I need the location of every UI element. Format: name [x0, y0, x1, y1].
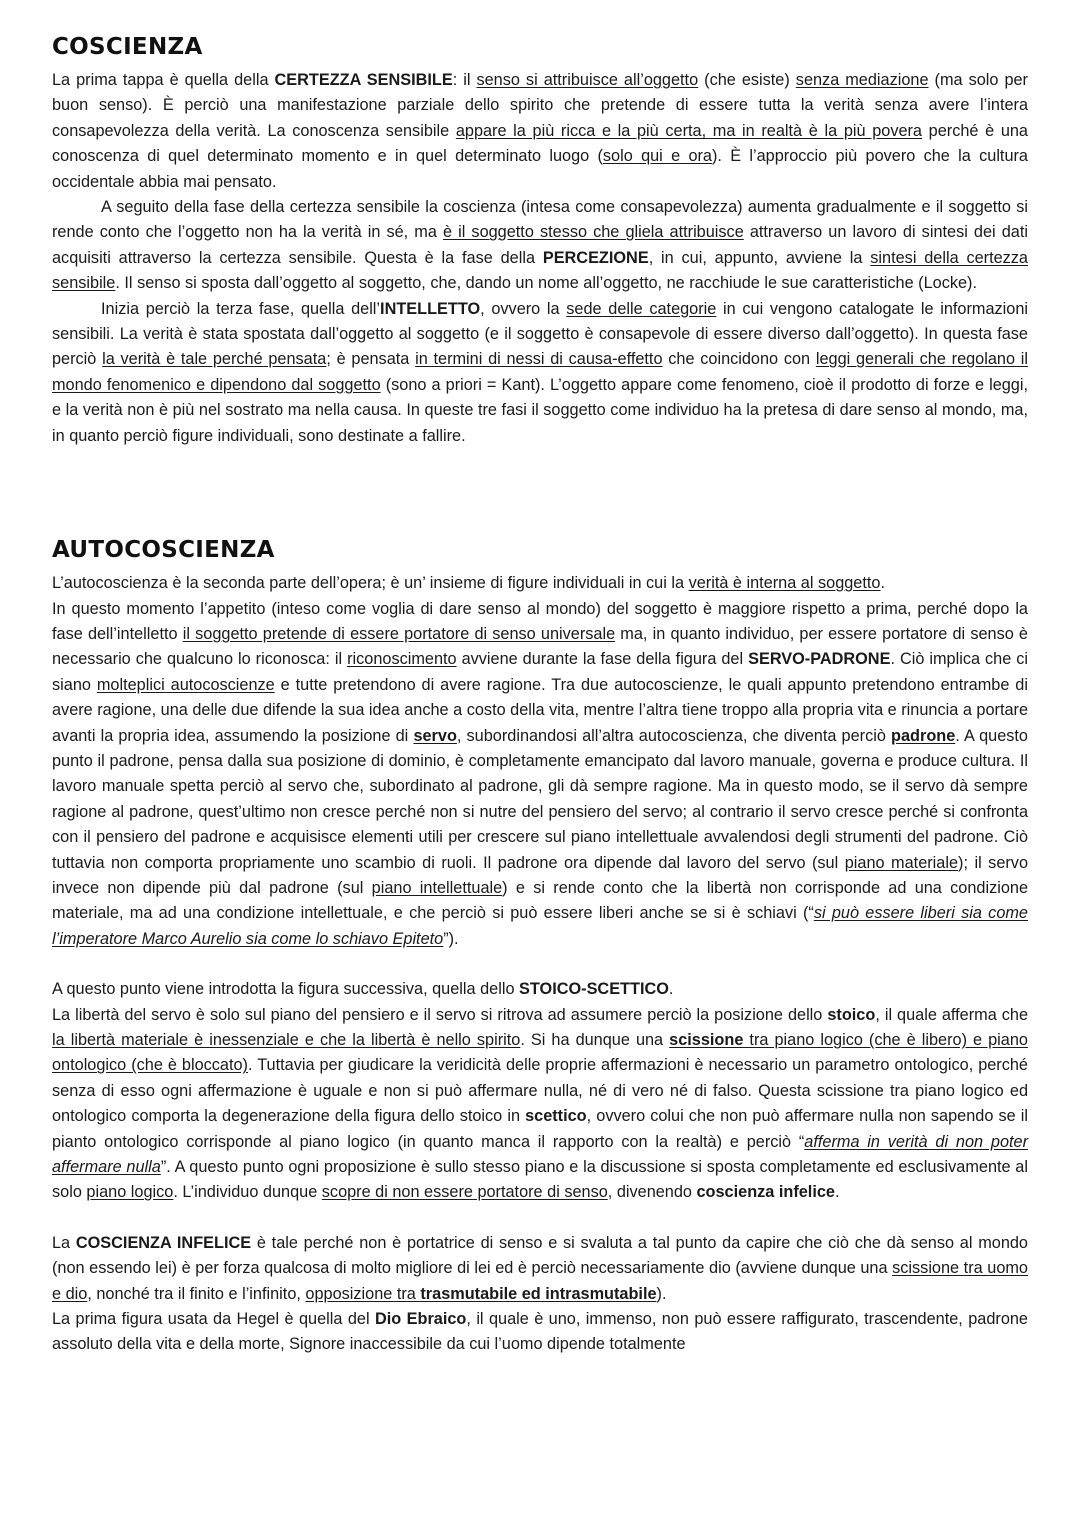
text: ); il servo invece non dipende più dal padrone (sul [52, 853, 1029, 897]
bold-term: INTELLETTO [380, 299, 481, 318]
text: , nonché tra il finito e l’infinito, [87, 1284, 306, 1303]
bold-term: STOICO-SCETTICO [519, 980, 669, 999]
text: In questo momento l’appetito (inteso come voglia di dare senso al mondo) del soggetto è maggiore rispetto a prima, perché dopo la fase dell’intelletto [52, 599, 1028, 643]
text: . Ciò implica che ci siano [52, 650, 1028, 694]
underlined-text: opposizione tra [305, 1284, 421, 1303]
text: che coincidono con [662, 350, 816, 369]
text: è tale perché non è portatrice di senso e si svaluta a tal punto da capire che ciò che dà senso al mondo (non essendo lei) è per forza qualcosa di molto migliore di lei ed è perciò necessariamente dio (avviene dunque una [52, 1233, 1028, 1278]
bold-term: CERTEZZA SENSIBILE [274, 71, 453, 89]
text: ). È l’approccio più povero che la cultura occidentale abbia mai pensato. [52, 147, 1028, 191]
section-title-coscienza: COSCIENZA [52, 34, 203, 60]
bold-term: SERVO-PADRONE [748, 650, 891, 669]
bold-term: Dio Ebraico [375, 1310, 467, 1329]
underlined-text: leggi generali che regolano il mondo fenomenico e dipendono dal soggetto [52, 350, 1028, 394]
text: . [880, 574, 885, 593]
bold-term: coscienza infelice [696, 1183, 835, 1202]
underlined-text: è il soggetto stesso che gliela attribuisce [442, 223, 744, 242]
underlined-text: piano materiale [844, 853, 959, 872]
text: (che esiste) [698, 71, 796, 89]
text: La [52, 1233, 76, 1252]
text: ). [656, 1284, 667, 1303]
text: , subordinandosi all’altra autocoscienza, che diventa perciò [456, 726, 892, 745]
text: . [834, 1183, 840, 1202]
text: (sono a priori = Kant). L’oggetto appare come fenomeno, cioè il prodotto di forze e leggi, e la verità non è più nel sostrato ma nella causa. In queste tre fasi il soggetto come individuo ha la pretesa di dare senso al mondo, ma, in quanto perciò figure individuali, sono destinate a fallire. [52, 375, 1028, 445]
italic-quote: afferma in verità di non poter affermare nulla [52, 1132, 1029, 1177]
text: . Il senso si sposta dall’oggetto al soggetto, che, dando un nome all’oggetto, ne racchiude le sue caratteristiche (Locke). [115, 274, 977, 293]
underlined-text: senza mediazione [795, 71, 929, 89]
paragraph-servo-padrone [52, 571, 1028, 952]
italic-quote: si può essere liberi sia come l’imperatore Marco Aurelio sia come lo schiavo Epiteto [52, 904, 1028, 948]
paragraph-spacer [52, 1206, 1028, 1231]
underlined-text: sintesi della certezza sensibile [52, 248, 1028, 293]
underlined-text: verità è interna al soggetto [688, 574, 881, 593]
paragraph-percezione [52, 195, 1028, 297]
bold-term: PERCEZIONE [542, 248, 649, 267]
bold-underlined-term: servo [413, 726, 457, 745]
underlined-text: solo qui e ora [602, 147, 712, 166]
text: ; è pensata [326, 350, 416, 369]
bold-term: scettico [525, 1107, 587, 1126]
text: A questo punto viene introdotta la figura successiva, quella dello [52, 980, 520, 999]
paragraph-stoico-scettico [52, 977, 1028, 1206]
text: . Tuttavia per giudicare la veridicità delle proprie affermazioni è necessario un parametro ontologico, perché senza di esso ogni affermazione è uguale e non si può affermare nulla, né di vero né di falso. Questa scissione tra piano logico ed ontologico comporta la degenerazione della figura dello stoico in [52, 1056, 1028, 1126]
paragraph-coscienza-infelice [52, 1231, 1028, 1358]
section-coscienza [52, 34, 1028, 449]
text: , divenendo [607, 1183, 697, 1202]
text: e tutte pretendono di avere ragione. Tra due autocoscienze, le quali appunto pretendono entrambe di avere ragione, una delle due difende la sua idea anche a costo della vita, mentre l’altra tiene troppo alla propria vita e rinuncia a portare avanti la propria idea, assumendo la posizione di [52, 675, 1028, 745]
text: . Si ha dunque una [520, 1031, 670, 1049]
underlined-text: la verità è tale perché pensata [102, 350, 327, 369]
bold-term: stoico [827, 1005, 876, 1024]
section-autocoscienza [52, 537, 1028, 1358]
text: perché è una conoscenza di quel determinato momento e in quel determinato luogo ( [52, 121, 1028, 166]
text: La prima figura usata da Hegel è quella del [52, 1310, 375, 1329]
underlined-text: senso si attribuisce all’oggetto [476, 71, 699, 89]
text: , il quale è uno, immenso, non può essere raffigurato, trascendente, padrone assoluto della vita e della morte, Signore inaccessibile da cui l’uomo dipende totalmente [52, 1310, 1028, 1354]
text: . A questo punto il padrone, pensa dalla sua posizione di dominio, è completamente emancipato dal lavoro manuale, governa e produce cultura. Il lavoro manuale spetta perciò al servo che, subordinato al padrone, gli dà sempre ragione. Ma in questo modo, se il servo dà sempre ragione al padrone, quest’ultimo non cresce perché non si nutre del pensiero del servo; al contrario il servo cresce perché si confronta con il pensiero del padrone e acquisisce elementi utili per crescere sul piano intellettuale avvalendosi degli strumenti del padrone. Ciò tuttavia non comporta propriamente uno scambio di ruoli. Il padrone ora dipende dal lavoro del servo (sul [52, 726, 1028, 872]
bold-underlined-term: trasmutabile ed intrasmutabile [420, 1284, 657, 1303]
bold-underlined-term: scissione [669, 1031, 744, 1049]
text: : il [452, 71, 477, 89]
underlined-text: il soggetto pretende di essere portatore di senso universale [182, 624, 616, 643]
text: , in cui, appunto, avviene la [648, 248, 871, 267]
paragraph-intelletto [52, 297, 1028, 449]
underlined-text: piano intellettuale [371, 878, 503, 897]
paragraph-certezza-sensibile [52, 68, 1028, 195]
underlined-text: sede delle categorie [566, 299, 717, 318]
underlined-text: piano logico [86, 1183, 174, 1202]
text: ”). [443, 929, 459, 948]
text: La prima tappa è quella della [52, 71, 275, 89]
text: attraverso un lavoro di sintesi dei dati acquisiti attraverso la certezza sensibile. Questa è la fase della [52, 223, 1028, 267]
text: , ovvero la [480, 299, 567, 318]
underlined-text: riconoscimento [347, 650, 457, 669]
bold-underlined-term: padrone [891, 726, 956, 745]
text: A seguito della fase della certezza sensibile la coscienza (intesa come consapevolezza) aumenta gradualmente e il soggetto si rende conto che l’oggetto non ha la verità in sé, ma [52, 198, 1028, 242]
underlined-text: scissione tra uomo e dio [52, 1259, 1028, 1303]
text: , il quale afferma che [875, 1005, 1029, 1024]
text: L’autocoscienza è la seconda parte dell’opera; è un’ insieme di figure individuali in cui la [52, 574, 689, 593]
underlined-text: la libertà materiale è inessenziale e che la libertà è nello spirito [52, 1031, 521, 1049]
underlined-text: appare la più ricca e la più certa, ma in realtà è la più povera [455, 121, 922, 140]
text: in cui vengono catalogate le informazioni sensibili. La verità è stata spostata dall’oggetto al soggetto (e il soggetto è consapevole di essere diverso dall’oggetto). In questa fase perciò [52, 299, 1028, 369]
underlined-text: in termini di nessi di causa-effetto [415, 350, 663, 369]
text: . [668, 980, 674, 999]
text: , ovvero colui che non può affermare nulla non sapendo se il pianto ontologico corrisponde al piano logico (in quanto manca il rapporto con la realtà) e perciò “ [52, 1107, 1028, 1151]
section-title-autocoscienza: AUTOCOSCIENZA [52, 537, 275, 564]
bold-term: COSCIENZA INFELICE [75, 1233, 252, 1252]
underlined-text: molteplici autocoscienze [96, 675, 275, 694]
text: ma, in quanto individuo, per essere portatore di senso è necessario che qualcuno lo riconosca: il [52, 624, 1028, 669]
underlined-text: scopre di non essere portatore di senso [321, 1183, 608, 1202]
text: ”. A questo punto ogni proposizione è sullo stesso piano e la discussione si sposta completamente ed esclusivamente al solo [52, 1158, 1028, 1202]
section-spacer [52, 449, 1028, 537]
text: . L’individuo dunque [173, 1183, 322, 1202]
underlined-text: tra piano logico (che è libero) e piano ontologico (che è bloccato) [52, 1031, 1028, 1075]
text: avviene durante la fase della figura del [456, 650, 749, 669]
text: (ma solo per buon senso). È perciò una manifestazione parziale dello spirito che pretende di essere tutta la verità senza avere l’intera consapevolezza della verità. La conoscenza sensibile [52, 71, 1028, 140]
text: ) e si rende conto che la libertà non corrisponde ad una condizione materiale, ma ad una condizione intellettuale, e che perciò si può essere liberi anche se si è schiavi (“ [52, 878, 1029, 923]
paragraph-spacer [52, 952, 1028, 977]
text: Inizia perciò la terza fase, quella dell’ [101, 299, 381, 318]
text: La libertà del servo è solo sul piano del pensiero e il servo si ritrova ad assumere perciò la posizione dello [52, 1005, 828, 1024]
